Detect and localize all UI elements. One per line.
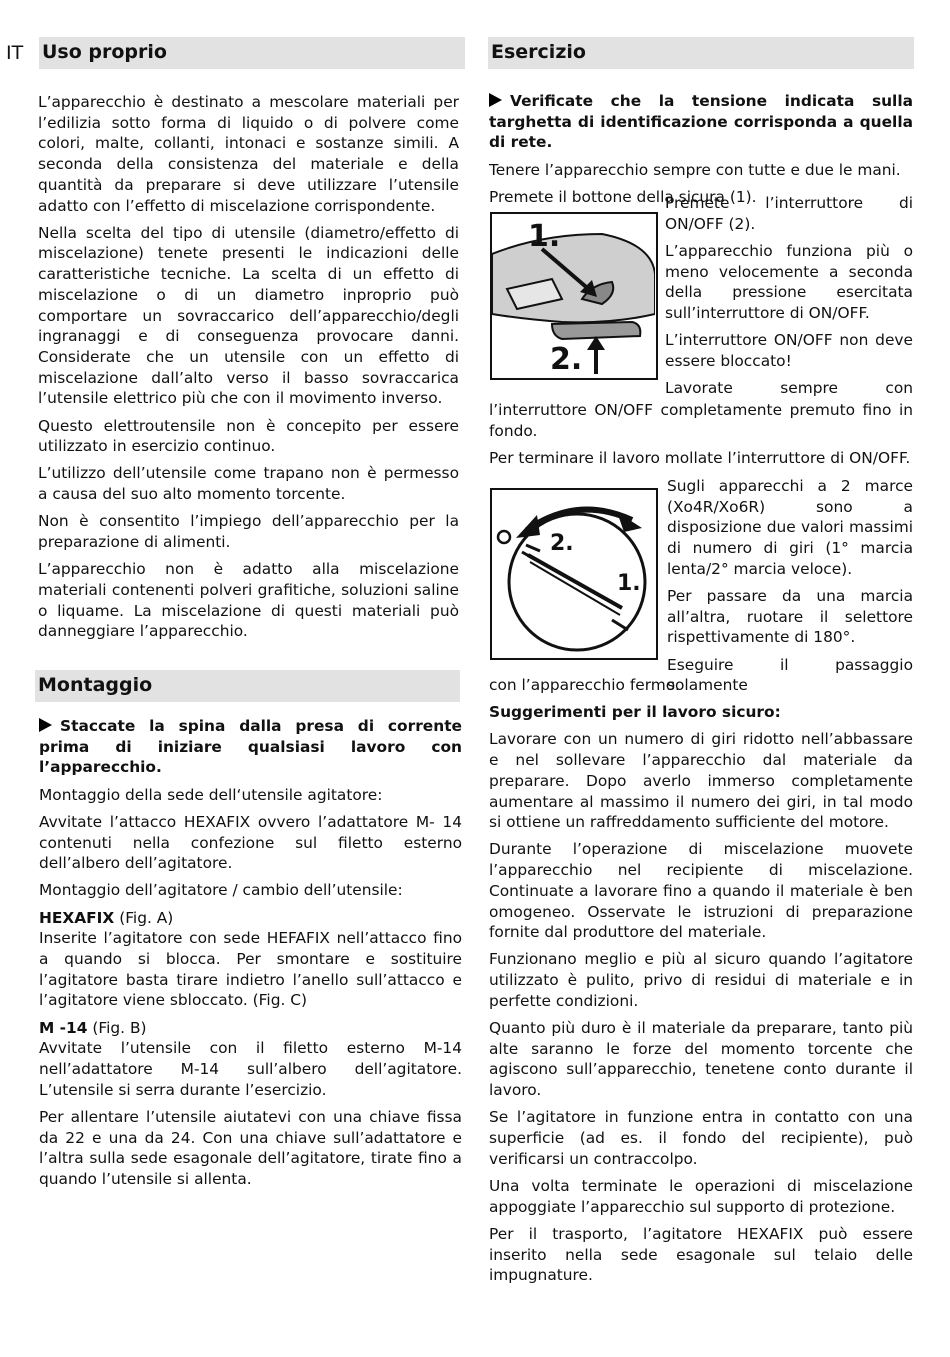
paragraph: Per terminare il lavoro mollate l’interruttore di ON/OFF. <box>489 448 911 467</box>
paragraph: Questo elettroutensile non è concepito per essere utilizzato in esercizio continuo. <box>38 416 459 456</box>
section-title-esercizio: Esercizio <box>491 41 586 63</box>
paragraph: Non è consentito l’impiego dell’apparecchio per la preparazione di alimenti. <box>38 512 459 552</box>
section-heading-bar <box>35 670 460 702</box>
paragraph: L’apparecchio funziona più o meno velocemente a seconda della pressione esercitata sull’interruttore di ON/OFF. <box>665 241 913 323</box>
paragraph: Eseguire il passaggio solamente <box>667 655 913 695</box>
paragraph: Premete il bottone della sicura (1). <box>489 187 757 206</box>
gear-label-1: 1. <box>617 571 641 596</box>
paragraph: Funzionano meglio e più al sicuro quando l’agitatore utilizzato è pulito, privo di residui di materiale e in perfette condizioni. <box>489 950 913 1010</box>
figure-label-2: 2. <box>550 342 583 377</box>
warning-triangle-icon <box>39 718 52 732</box>
paragraph: Montaggio della sede dell‘utensile agitatore: <box>39 785 383 804</box>
section-heading-bar <box>39 37 465 69</box>
m14-block: M -14 (Fig. B) Avvitate l’utensile con il filetto esterno M-14 nell’adattatore M-14 sull’albero dell’agitatore. L’utensile si serra durante l’esercizio. <box>39 1018 462 1099</box>
paragraph: Nella scelta del tipo di utensile (diametro/effetto di miscelazione) tenete presenti le indicazioni delle caratteristiche tecniche. La scelta di un effetto di miscelazione o di un diametro inproprio può comportare un sovraccarico dell’apparecchio/degli ingranaggi e di conseguenza provocare danni. Considerate che un utensile con un effetto di miscelazione dall’alto verso il basso sovraccarica l’utensile elettrico più che con il movimento inverso. <box>38 223 459 408</box>
gear-label-2: 2. <box>550 531 574 556</box>
paragraph: Una volta terminate le operazioni di miscelazione appoggiate l’apparecchio sul supporto di protezione. <box>489 1176 913 1216</box>
paragraph: L’apparecchio non è adatto alla miscelazione materiali contenenti polveri grafitiche, soluzioni saline o liquame. La miscelazione di questi materiali può danneggiare l’apparecchio. <box>38 560 459 641</box>
paragraph: con l’apparecchio fermo. <box>489 676 680 694</box>
language-code: IT <box>6 42 24 64</box>
paragraph: Durante l’operazione di miscelazione muovete l’apparecchio nel recipiente di miscelazione. Continuate a lavorare fino a quando il materiale è ben omogeneo. Osservate le istruzioni di preparazione fornite dal produttore del materiale. <box>489 840 913 942</box>
left-column-intro <box>38 92 459 649</box>
paragraph: l’interruttore ON/OFF completamente premuto fino in fondo. <box>489 401 913 440</box>
warning-triangle-icon <box>489 93 502 107</box>
right-column-middle <box>489 400 913 475</box>
paragraph: L’interruttore ON/OFF non deve essere bloccato! <box>665 331 913 370</box>
paragraph: Sugli apparecchi a 2 marce (Xo4R/Xo6R) sono a disposizione due valori massimi di numero di giri (1° marcia lenta/2° marcia veloce). <box>667 477 913 578</box>
hexafix-block: HEXAFIX (Fig. A) Inserite l’agitatore con sede HEFAFIX nell’attacco fino a quando si blocca. Per smontare e sostituire l’agitatore basta tirare indietro l’anello sull’attacco e l’agitatore viene sbloccato. (Fig. C) <box>39 908 462 1010</box>
right-column-bottom <box>489 675 913 1292</box>
warning-note: Staccate la spina dalla presa di corrente prima di iniziare qualsiasi lavoro con l’apparecchio. <box>39 717 462 777</box>
section-title-uso-proprio: Uso proprio <box>42 41 167 63</box>
paragraph: L’utilizzo dell’utensile come trapano non è permesso a causa del suo alto momento torcente. <box>38 464 459 504</box>
paragraph: Avvitate l’attacco HEXAFIX ovvero l’adattatore M- 14 contenuti nella confezione sul filetto esterno dell’albero dell’agitatore. <box>39 812 462 873</box>
figure-label-1: 1. <box>528 219 561 254</box>
paragraph: L’apparecchio è destinato a mescolare materiali per l’edilizia sotto forma di liquido o di polvere come colori, malte, collanti, intonaci e sostanze simili. A seconda della consistenza del materiale e della quantità da preparare si deve utilizzare l’utensile adatto con l’effetto di miscelazione corrispondente. <box>38 93 459 215</box>
paragraph: Per allentare l’utensile aiutatevi con una chiave fissa da 22 e una da 24. Con una chiave sull’adattatore e l’altra sulla sede esagonale dell’agitatore, tirate fino a quando l’utensile si allenta. <box>39 1107 462 1189</box>
paragraph: Se l’agitatore in funzione entra in contatto con una superficie (ad es. il fondo del recipiente), può verificarsi un contraccolpo. <box>489 1108 913 1168</box>
paragraph: Tenere l’apparecchio sempre con tutte e due le mani. <box>489 160 901 179</box>
paragraph: Lavorate sempre con <box>665 379 913 398</box>
switch-illustration <box>490 212 658 380</box>
left-column-montaggio <box>39 716 462 1196</box>
tips-title: Suggerimenti per il lavoro sicuro: <box>489 703 781 722</box>
section-heading-bar <box>488 37 914 69</box>
paragraph: Per il trasporto, l’agitatore HEXAFIX può essere inserito nella sede esagonale sul telaio delle impugnature. <box>489 1224 913 1285</box>
section-title-montaggio: Montaggio <box>38 674 153 696</box>
paragraph: Premete l’interruttore di ON/OFF (2). <box>665 194 913 233</box>
gear-instructions <box>667 476 913 696</box>
gear-selector-illustration <box>490 488 658 660</box>
warning-note: Verificate che la tensione indicata sulla targhetta di identificazione corrisponda a quella di rete. <box>489 92 913 152</box>
paragraph: Lavorare con un numero di giri ridotto nell’abbassare e nel sollevare l’apparecchio dal materiale da preparare. Dopo averlo immerso completamente aumentare al massimo il numero dei giri, in tal modo si ottiene un raffreddamento sufficiente del motore. <box>489 730 913 832</box>
paragraph: Per passare da una marcia all’altra, ruotare il selettore rispettivamente di 180°. <box>667 587 913 647</box>
paragraph: Quanto più duro è il materiale da preparare, tanto più alte saranno le forze del momento torcente che agiscono sull’apparecchio, tenetene conto durante il lavoro. <box>489 1019 913 1100</box>
paragraph: Montaggio dell’agitatore / cambio dell’utensile: <box>39 881 403 900</box>
switch-instructions <box>665 193 913 399</box>
